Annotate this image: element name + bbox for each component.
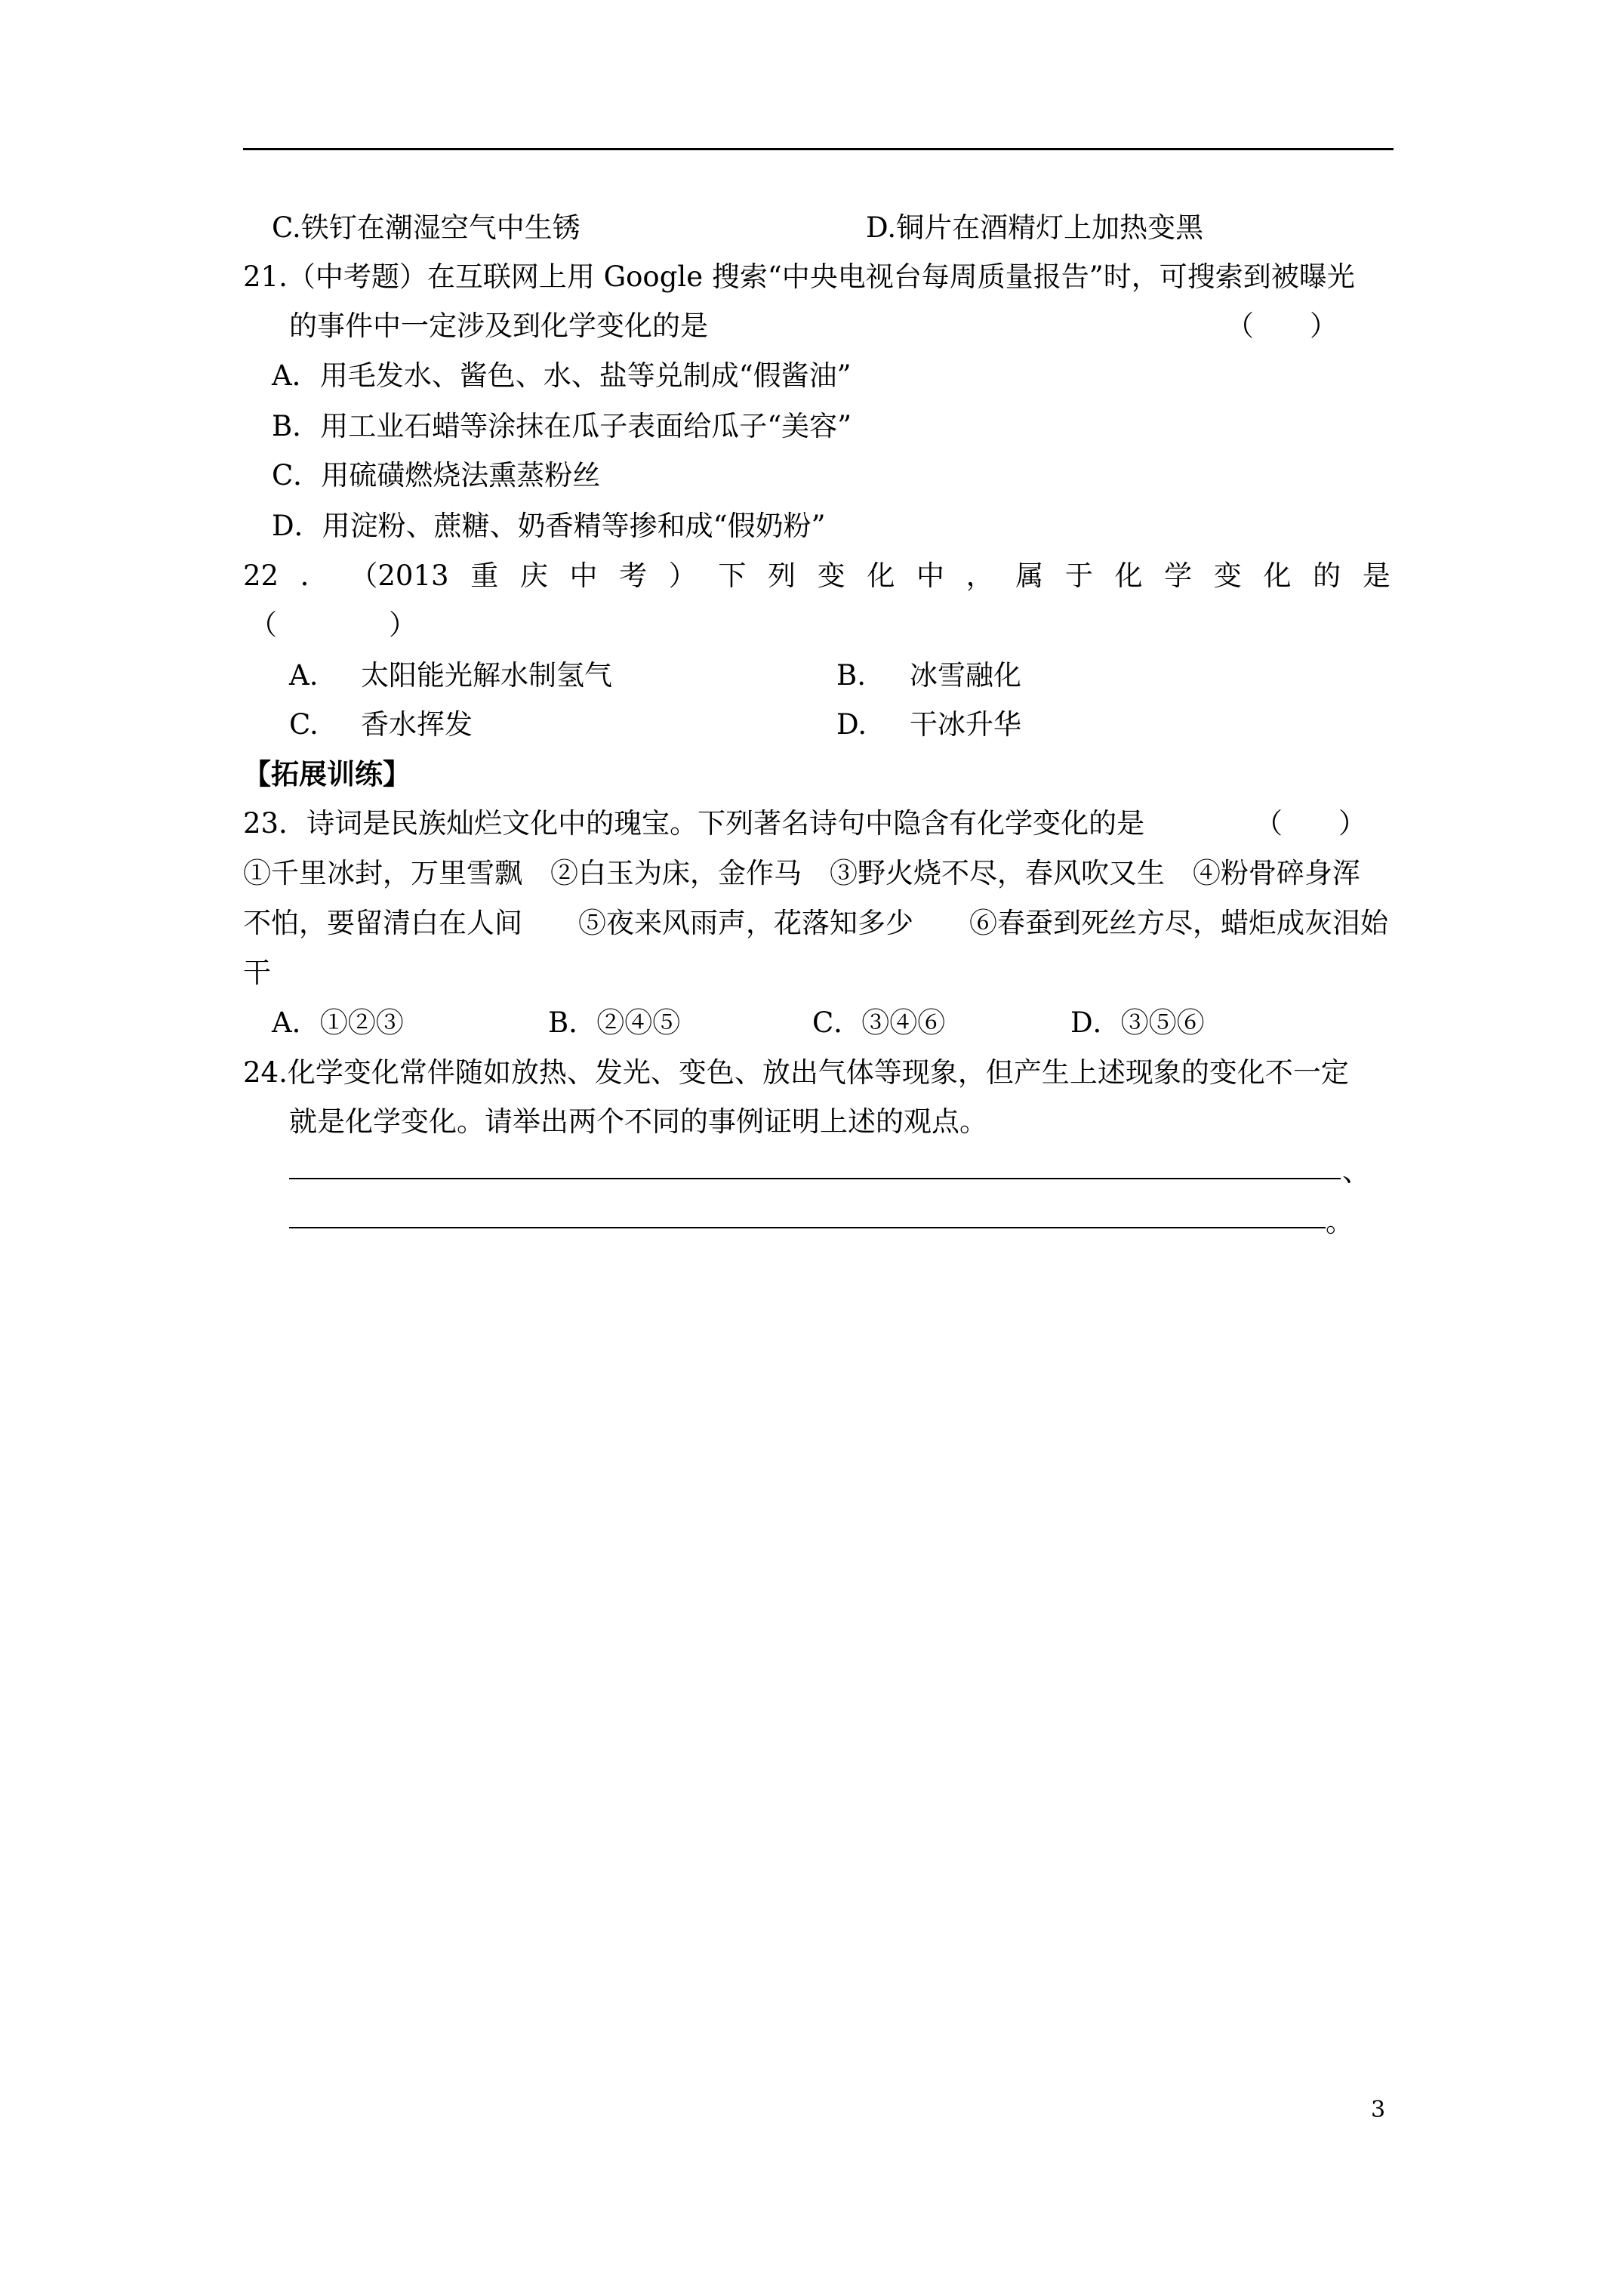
q23-option-b: B．②④⑤ [548, 1006, 681, 1039]
q22-option-d: 干冰升华 [910, 708, 1021, 741]
q22-option-b-label: B. [836, 659, 866, 692]
q22-char: 的 [1313, 559, 1341, 592]
q22-char: 列 [768, 559, 796, 592]
q22-option-c-label: C. [289, 708, 319, 741]
q23-option-d: D．③⑤⑥ [1070, 1006, 1205, 1039]
q23-line-1: 23．诗词是民族灿烂文化中的瑰宝。下列著名诗句中隐含有化学变化的是 [243, 807, 1145, 840]
section-heading: 【拓展训练】 [243, 757, 411, 791]
q21-option-b: B．用工业石蜡等涂抹在瓜子表面给瓜子“美容” [272, 410, 852, 442]
q22-option-a-label: A. [289, 659, 319, 692]
q22-char: 重 [470, 559, 499, 592]
answer-blank-1 [289, 1178, 1341, 1179]
q22-option-b: 冰雪融化 [910, 659, 1021, 692]
q22-char: 变 [1213, 559, 1242, 592]
q22-char: 22 [243, 559, 279, 592]
answer-blank-2 [289, 1227, 1326, 1228]
q22-char: ． [300, 559, 328, 592]
q22-char: 化 [867, 559, 895, 592]
q23-option-a: A．①②③ [272, 1006, 404, 1039]
q22-line-1 [243, 557, 1390, 595]
q22-option-d-label: D. [836, 708, 867, 741]
q22-char: 化 [1263, 559, 1292, 592]
q22-option-a: 太阳能光解水制氢气 [361, 659, 612, 692]
q24-line-2: 就是化学变化。请举出两个不同的事例证明上述的观点。 [289, 1105, 987, 1138]
q22-char: 中 [916, 559, 944, 592]
q22-char: 是 [1362, 559, 1390, 592]
q21-answer-paren: （ ） [1226, 310, 1338, 342]
q22-char: ） [668, 559, 697, 592]
q21-line-1: 21.（中考题）在互联网上用 Google 搜索“中央电视台每周质量报告”时，可搜索到被曝光 [243, 260, 1355, 293]
q22-char: 中 [569, 559, 598, 592]
q22-char: 属 [1015, 559, 1044, 592]
q24-line-1: 24.化学变化常伴随如放热、发光、变色、放出气体等现象，但产生上述现象的变化不一定 [243, 1056, 1349, 1089]
page-number: 3 [1371, 2097, 1386, 2123]
answer-blank-1-separator: 、 [1342, 1155, 1370, 1188]
answer-blank-2-end: 。 [1326, 1206, 1354, 1238]
q22-option-c: 香水挥发 [361, 708, 473, 741]
q22-char: 庆 [519, 559, 548, 592]
q22-char: 学 [1164, 559, 1193, 592]
q23-line-4: 干 [243, 957, 271, 989]
q21-option-a: A．用毛发水、酱色、水、盐等兑制成“假酱油” [272, 359, 852, 392]
q22-char: ， [965, 559, 994, 592]
q23-option-c: C．③④⑥ [812, 1006, 946, 1039]
q21-line-2: 的事件中一定涉及到化学变化的是 [289, 310, 708, 342]
q22-char: 下 [718, 559, 747, 592]
option-c-line: C.铁钉在潮湿空气中生锈 [272, 211, 581, 244]
q23-answer-paren: （ ） [1255, 807, 1366, 840]
q22-answer-paren: （ ） [249, 609, 417, 641]
q22-char: 考 [619, 559, 648, 592]
q22-char: 化 [1114, 559, 1143, 592]
q22-char: （2013 [350, 559, 449, 592]
q22-char: 于 [1064, 559, 1093, 592]
header-rule [243, 148, 1394, 150]
option-d-line: D.铜片在酒精灯上加热变黑 [866, 211, 1204, 244]
q23-line-2: ①千里冰封，万里雪飘 ②白玉为床，金作马 ③野火烧不尽，春风吹又生 ④粉骨碎身浑 [243, 857, 1360, 889]
q22-char: 变 [817, 559, 845, 592]
q21-option-d: D．用淀粉、蔗糖、奶香精等掺和成“假奶粉” [272, 510, 826, 542]
q21-option-c: C．用硫磺燃烧法熏蒸粉丝 [272, 459, 601, 492]
q23-line-3: 不怕，要留清白在人间 ⑤夜来风雨声，花落知多少 ⑥春蚕到死丝方尽，蜡炬成灰泪始 [243, 907, 1388, 939]
